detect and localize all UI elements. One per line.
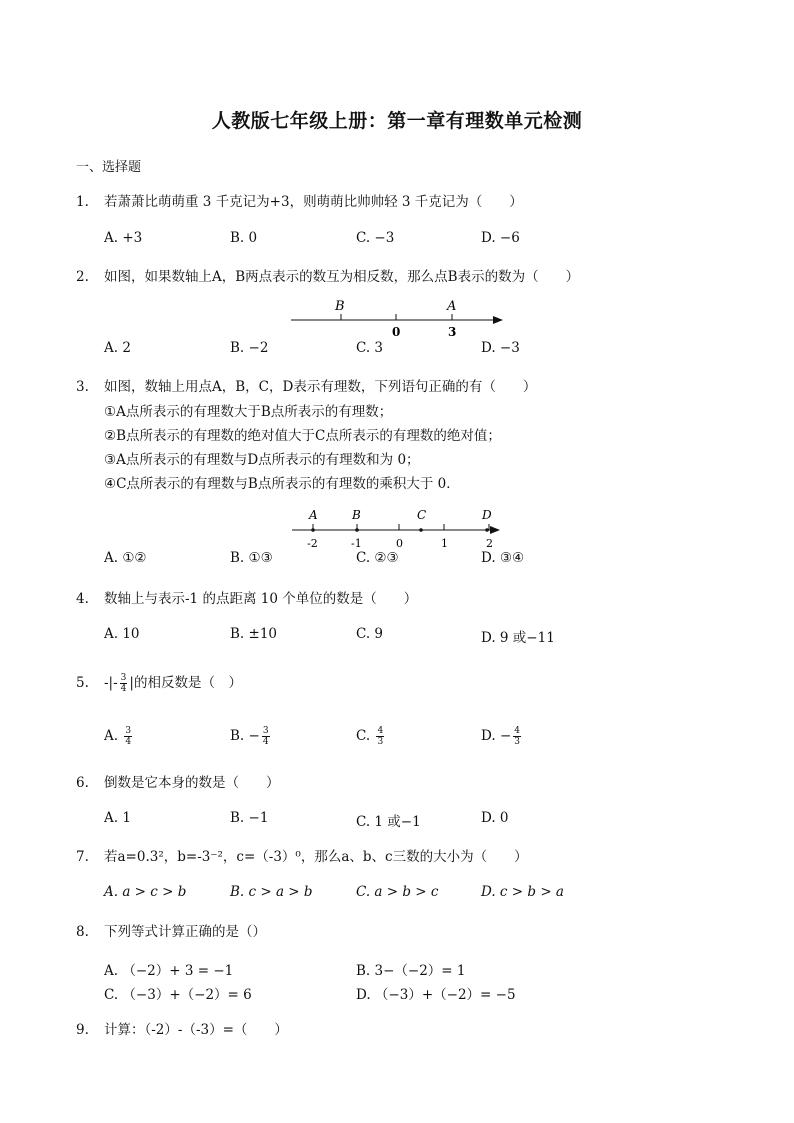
- question-number: 2.: [76, 269, 89, 285]
- point-a: [311, 528, 315, 532]
- option-c[interactable]: C. ②③: [356, 550, 399, 566]
- option-a[interactable]: A. （−2）+ 3 = −1: [104, 963, 234, 979]
- number-line-q3: [286, 504, 511, 550]
- option-b[interactable]: B. ±10: [230, 626, 277, 642]
- option-b[interactable]: B. − $\frac{3}{4}$: [230, 726, 269, 747]
- option-c[interactable]: C. （−3）+（−2）= 6: [104, 987, 252, 1003]
- question-number: 6.: [76, 775, 89, 791]
- document-title: 人教版七年级上册：第一章有理数单元检测: [211, 110, 583, 132]
- section-heading: 一、选择题: [76, 160, 142, 175]
- question-text: 如图，数轴上用点A，B，C，D表示有理数，下列语句正确的有（ ）: [104, 379, 537, 395]
- point-d: [485, 528, 489, 532]
- tick-label: -1: [351, 537, 362, 550]
- tick-label: 1: [441, 537, 448, 550]
- point-b-label: B: [352, 508, 361, 522]
- option-d[interactable]: D. 9 或−11: [481, 630, 555, 646]
- option-d[interactable]: D. −6: [481, 230, 520, 246]
- statement-1: ①A点所表示的有理数大于B点所表示的有理数；: [104, 404, 393, 420]
- expression-suffix: |的相反数是（ ）: [129, 675, 242, 691]
- option-d[interactable]: D. （−3）+（−2）= −5: [356, 987, 516, 1003]
- statement-3: ③A点所表示的有理数与D点所表示的有理数和为 0；: [104, 452, 420, 468]
- question-text: 若a=0.3²，b=-3⁻²，c=（-3）⁰，那么a、b、c三数的大小为（ ）: [104, 849, 528, 865]
- point-a-label: A: [309, 508, 318, 522]
- question-text: 如图，如果数轴上A，B两点表示的数互为相反数，那么点B表示的数为（ ）: [104, 269, 580, 285]
- statement-4: ④C点所表示的有理数与B点所表示的有理数的乘积大于 0．: [104, 476, 460, 492]
- zero-label: 0: [392, 325, 401, 339]
- option-d[interactable]: D. −3: [481, 340, 520, 356]
- option-a[interactable]: A. +3: [104, 230, 143, 246]
- axis-arrow: [490, 526, 500, 534]
- point-b: [355, 528, 359, 532]
- point-a-label: A: [447, 299, 457, 314]
- question-number: 9.: [76, 1022, 89, 1038]
- option-b[interactable]: B. 3−（−2）= 1: [356, 963, 466, 979]
- option-a[interactable]: A. ①②: [104, 550, 147, 566]
- question-number: 8.: [76, 924, 89, 940]
- option-d[interactable]: D. c > b > a: [481, 884, 564, 900]
- option-a[interactable]: A. $\frac{3}{4}$: [104, 726, 132, 747]
- tick-label: -2: [307, 537, 318, 550]
- option-c[interactable]: C. 9: [356, 626, 384, 642]
- option-a[interactable]: A. 10: [104, 626, 140, 642]
- tick-label: 0: [396, 537, 403, 550]
- option-d[interactable]: D. ③④: [481, 550, 525, 566]
- option-b[interactable]: B. ①③: [230, 550, 273, 566]
- point-c-label: C: [417, 508, 427, 522]
- option-a[interactable]: A. 1: [104, 810, 131, 826]
- question-number: 1.: [76, 194, 89, 210]
- option-c[interactable]: C. a > b > c: [356, 884, 439, 900]
- question-text: 计算：（-2）-（-3）=（ ）: [104, 1022, 288, 1038]
- three-label: 3: [448, 325, 457, 339]
- expression-prefix: -|-: [104, 675, 118, 691]
- question-text: 数轴上与表示-1 的点距离 10 个单位的数是（ ）: [104, 591, 418, 607]
- point-b-label: B: [335, 299, 345, 314]
- option-a[interactable]: A. 2: [104, 340, 131, 356]
- point-c: [419, 528, 423, 532]
- fraction: $\frac{3}{4}$: [120, 673, 127, 694]
- option-d[interactable]: D. − $\frac{4}{3}$: [481, 726, 520, 747]
- question-text: [104, 672, 242, 694]
- option-c[interactable]: C. 3: [356, 340, 384, 356]
- number-line-q2: [285, 296, 510, 342]
- axis-arrow: [493, 316, 503, 324]
- option-c[interactable]: C. −3: [356, 230, 395, 246]
- point-d-label: D: [482, 508, 492, 522]
- option-a[interactable]: A. a > c > b: [104, 884, 187, 900]
- option-d[interactable]: D. 0: [481, 810, 509, 826]
- question-text: 若萧萧比萌萌重 3 千克记为+3，则萌萌比帅帅轻 3 千克记为（ ）: [104, 194, 523, 210]
- question-text: 下列等式计算正确的是（）: [104, 924, 266, 940]
- option-b[interactable]: B. 0: [230, 230, 258, 246]
- question-number: 5.: [76, 675, 89, 691]
- option-b[interactable]: B. −2: [230, 340, 269, 356]
- question-number: 4.: [76, 591, 89, 607]
- question-text: 倒数是它本身的数是（ ）: [104, 775, 280, 791]
- option-c[interactable]: C. 1 或−1: [356, 814, 421, 830]
- question-number: 7.: [76, 849, 89, 865]
- tick-label: 2: [486, 537, 493, 550]
- option-c[interactable]: C. $\frac{4}{3}$: [356, 726, 384, 747]
- option-b[interactable]: B. c > a > b: [230, 884, 313, 900]
- question-number: 3.: [76, 379, 89, 395]
- option-b[interactable]: B. −1: [230, 810, 269, 826]
- statement-2: ②B点所表示的有理数的绝对值大于C点所表示的有理数的绝对值；: [104, 428, 501, 444]
